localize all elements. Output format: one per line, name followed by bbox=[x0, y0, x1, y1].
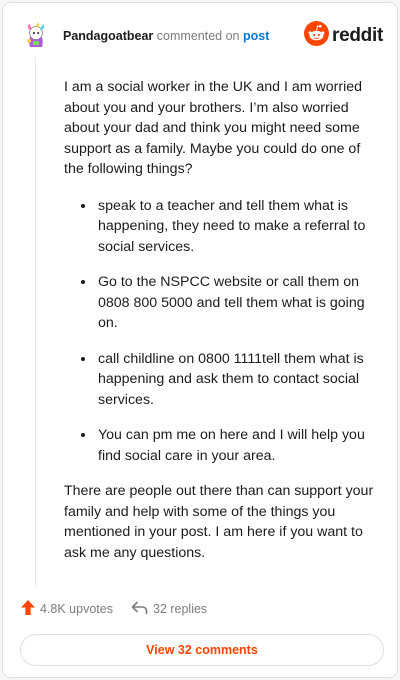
comment-body bbox=[64, 77, 378, 563]
thread-line bbox=[35, 57, 36, 587]
upvote-arrow-icon bbox=[21, 600, 35, 618]
username-link[interactable]: Pandagoatbear bbox=[63, 29, 154, 43]
list-item: • Go to the NSPCC website or call them on 0808 800 5000 and tell them what is going on. bbox=[96, 272, 378, 334]
view-comments-button[interactable]: View 32 comments bbox=[20, 634, 384, 666]
upvotes-stat[interactable] bbox=[21, 600, 113, 618]
list-item: • speak to a teacher and tell them what is happening, they need to make a referral to social services. bbox=[96, 196, 378, 258]
comment-stats bbox=[21, 599, 207, 619]
reddit-wordmark: reddit bbox=[332, 25, 383, 46]
list-item: • call childline on 0800 1111tell them what is happening and ask them to contact social services. bbox=[96, 349, 378, 411]
comment-embed-card bbox=[2, 2, 398, 678]
reply-arrow-icon bbox=[131, 601, 148, 618]
comment-bullet-list bbox=[64, 196, 378, 467]
comment-closing: There are people out there than can support your family and help with some of the things you mentioned in your post. I am here if you want to ask me any questions. bbox=[64, 483, 374, 561]
commented-on-label: commented on bbox=[156, 29, 240, 43]
reddit-snoo-icon bbox=[304, 21, 329, 51]
unicorn-avatar-icon[interactable] bbox=[21, 21, 51, 51]
replies-count: 32 replies bbox=[152, 602, 208, 616]
reddit-brand-link[interactable] bbox=[304, 21, 383, 51]
comment-byline bbox=[63, 29, 269, 43]
replies-stat[interactable] bbox=[131, 601, 207, 618]
comment-intro: I am a social worker in the UK and I am worried about you and your brothers. I’m also worried about your dad and think you might need some support as a family. Maybe you could do one of the following things? bbox=[64, 79, 363, 177]
comment-header bbox=[21, 19, 383, 53]
list-item: • You can pm me on here and I will help you find social care in your area. bbox=[96, 425, 378, 466]
upvotes-count: 4.8K upvotes bbox=[40, 602, 113, 616]
post-link[interactable]: post bbox=[242, 29, 270, 43]
